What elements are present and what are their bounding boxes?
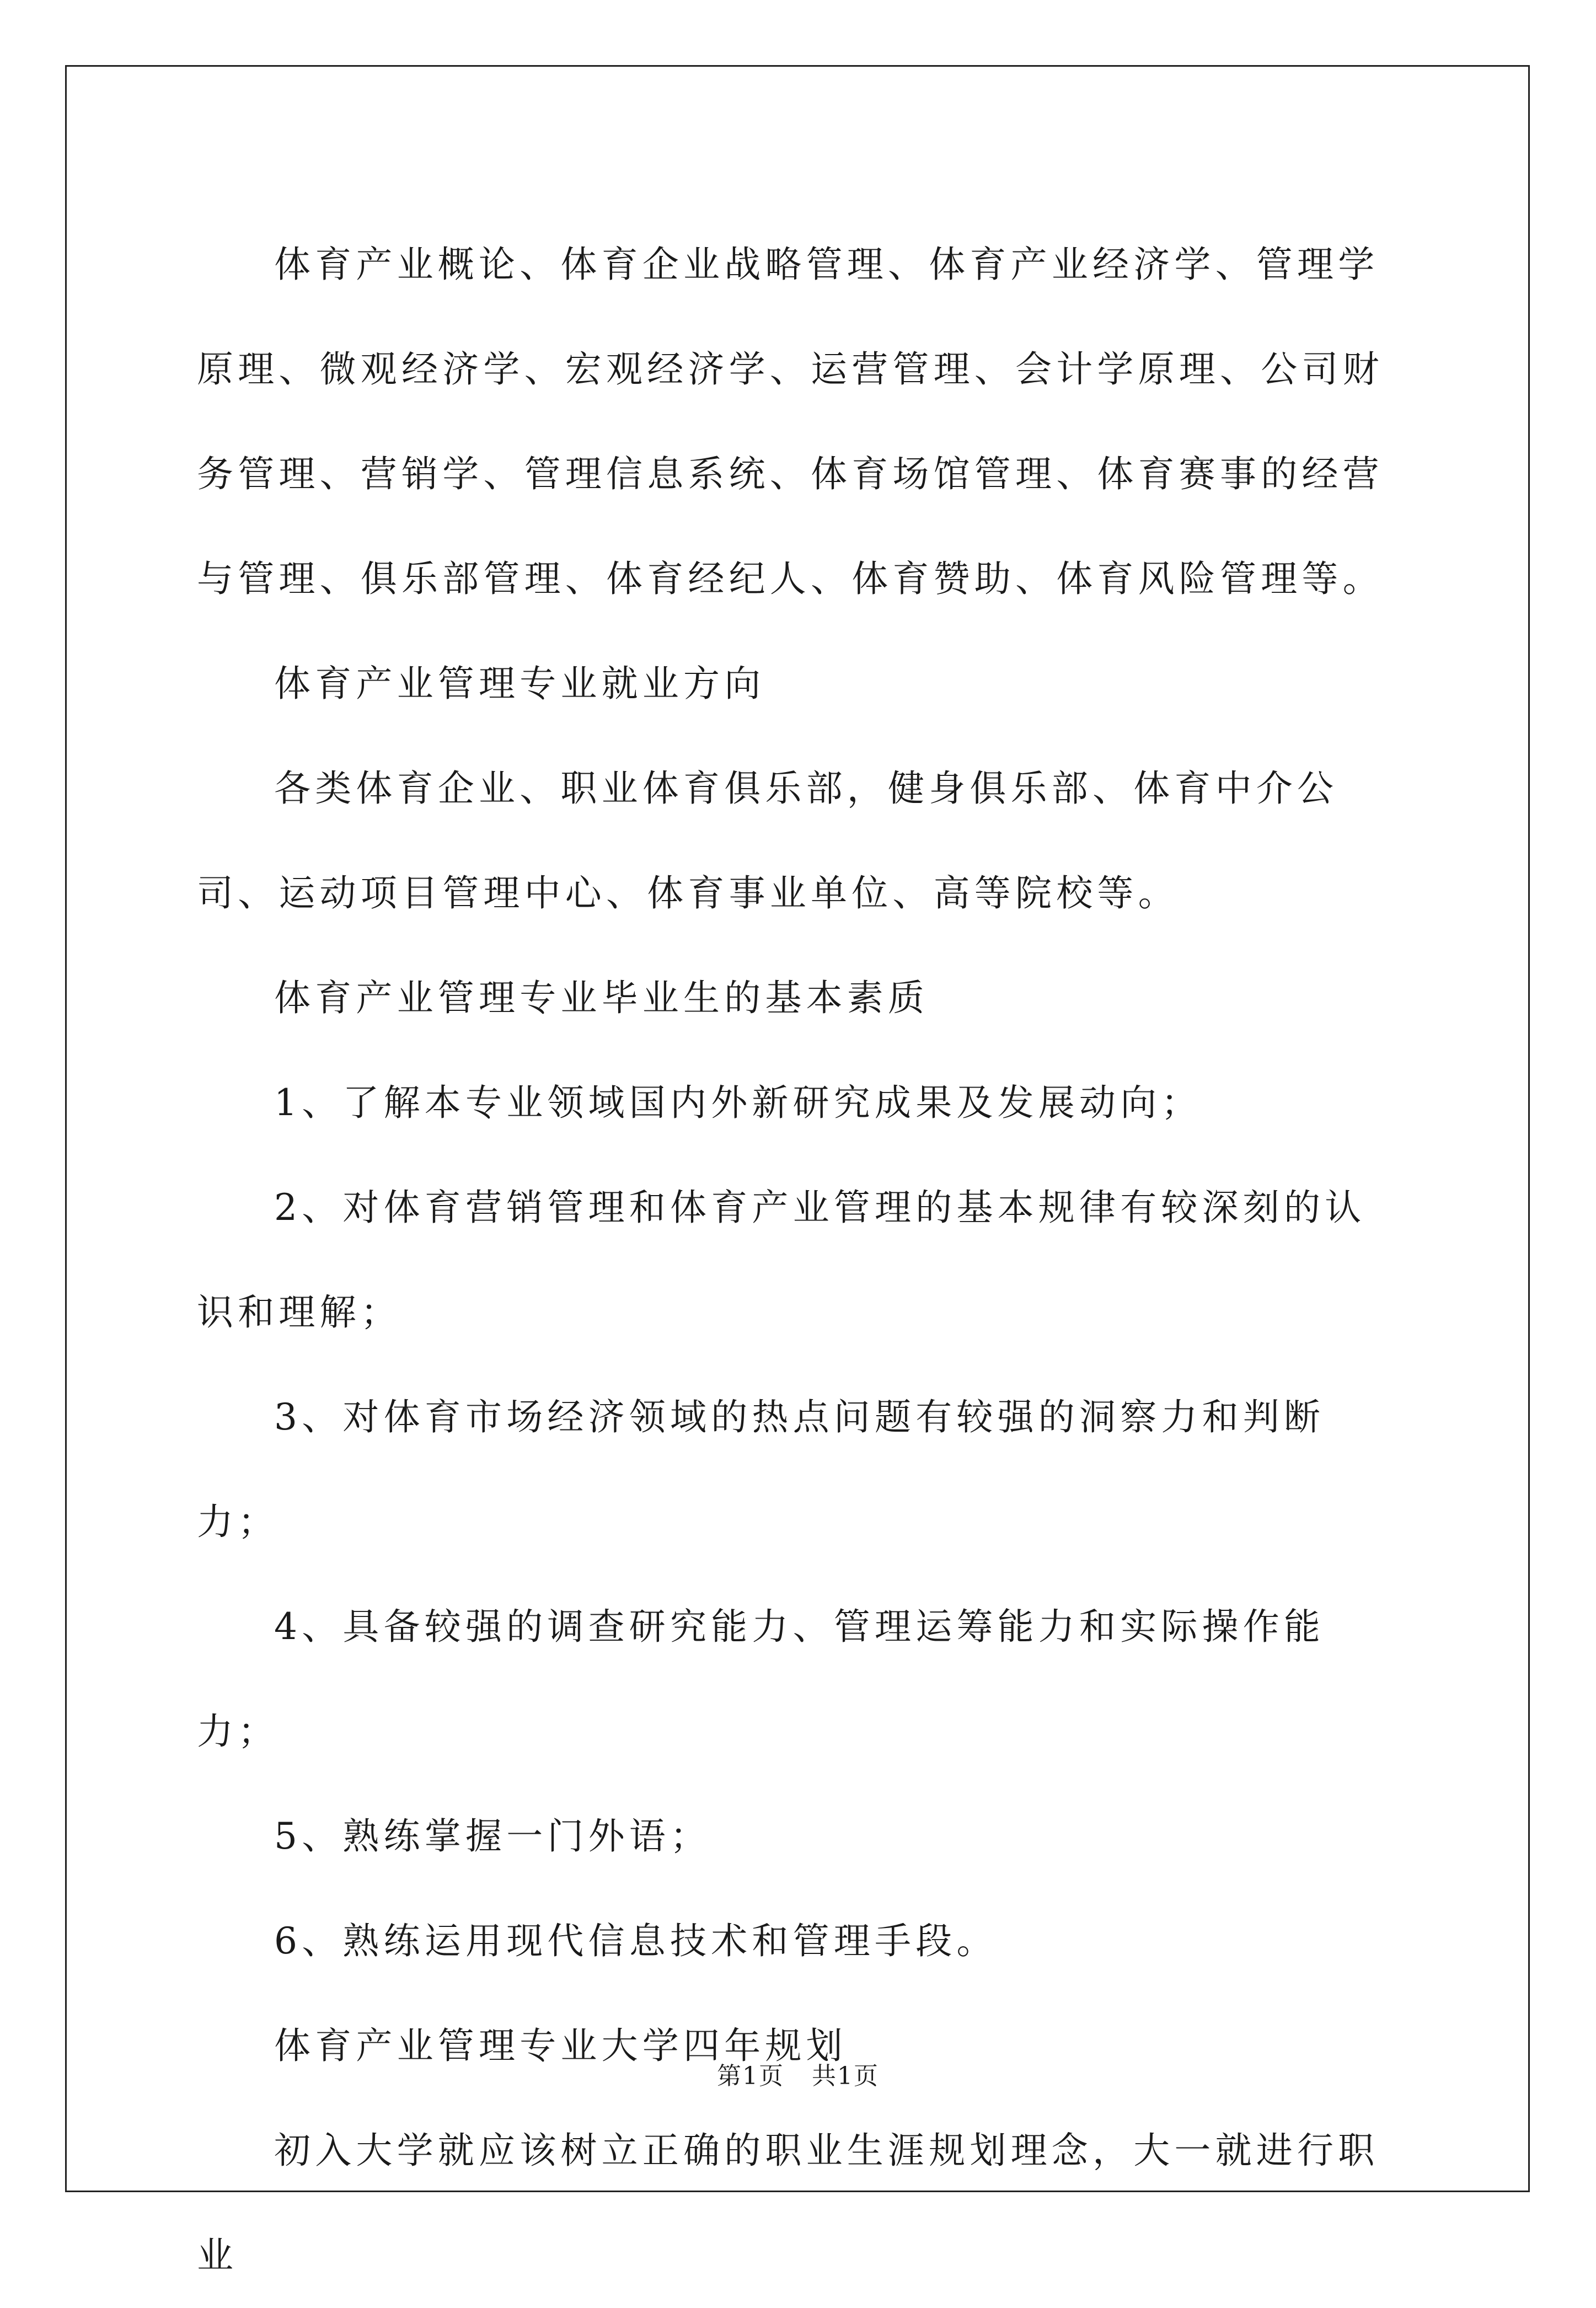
list-item-quality-1: 1、了解本专业领域国内外新研究成果及发展动向； [274, 1081, 1202, 1124]
document-body [197, 212, 1405, 2308]
list-item-quality-4: 4、具备较强的调查研究能力、管理运筹能力和实际操作能力； [197, 1605, 1325, 1753]
list-item-quality-2: 2、对体育营销管理和体育产业管理的基本规律有较深刻的认识和理解； [197, 1186, 1366, 1334]
section-heading-plan: 体育产业管理专业大学四年规划 [274, 2025, 847, 2067]
section-heading-qualities: 体育产业管理专业毕业生的基本素质 [274, 977, 929, 1019]
section-heading-employment: 体育产业管理专业就业方向 [274, 662, 765, 705]
list-item-quality-3: 3、对体育市场经济领域的热点问题有较强的洞察力和判断力； [197, 1396, 1325, 1543]
page-footer [0, 2056, 1596, 2091]
list-item-quality-6: 6、熟练运用现代信息技术和管理手段。 [274, 1920, 998, 1962]
paragraph-courses: 体育产业概论、体育企业战略管理、体育产业经济学、管理学原理、微观经济学、宏观经济学、运营管理、会计学原理、公司财务管理、营销学、管理信息系统、体育场馆管理、体育赛事的经营与管理、俱乐部管理、体育经纪人、体育赞助、体育风险管理等。 [197, 243, 1384, 600]
list-item-quality-5: 5、熟练掌握一门外语； [274, 1815, 711, 1857]
page-total: 共1页 [812, 2062, 879, 2090]
paragraph-plan: 初入大学就应该树立正确的职业生涯规划理念，大一就进行职业 [197, 2129, 1379, 2277]
page-number: 第1页 [717, 2062, 784, 2090]
paragraph-employment: 各类体育企业、职业体育俱乐部，健身俱乐部、体育中介公司、运动项目管理中心、体育事业单位、高等院校等。 [197, 767, 1338, 914]
